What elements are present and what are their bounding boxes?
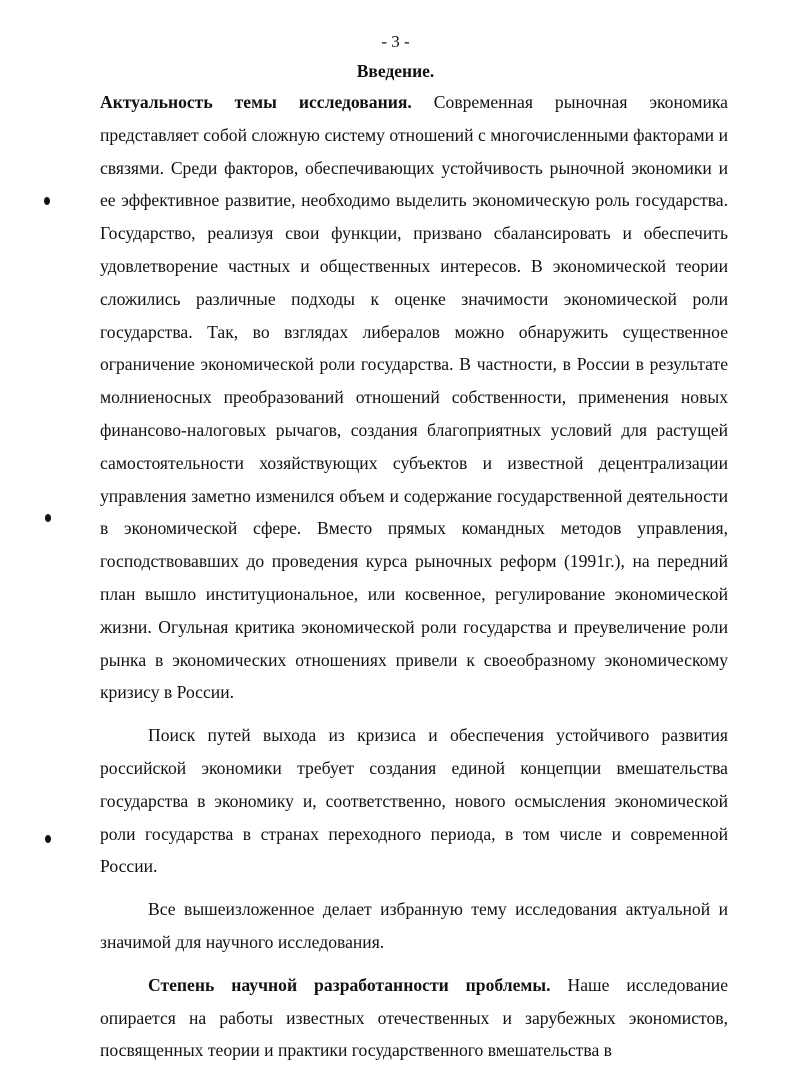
- paragraph-research-degree: [100, 969, 728, 1067]
- binding-hole-mark: [45, 514, 51, 522]
- binding-hole-mark: [44, 197, 50, 205]
- page-number: - 3 -: [381, 32, 410, 51]
- binding-hole-mark: [45, 835, 51, 843]
- paragraph-lead: Степень научной разработанности проблемы.: [148, 974, 551, 995]
- paragraph-text: Современная рыночная экономика представляет собой сложную систему отношений с многочисленными факторами и связями. Среди факторов, обеспечивающих устойчивость рыночной экономики и ее эффективное развитие, необходимо выделить экономическую роль государства. Государство, реализуя свои функции, призвано сбалансировать и обеспечить удовлетворение частных и общественных интересов. В экономической теории сложились различные подходы к оценке значимости экономической роли государства. Так, во взглядах либералов можно обнаружить существенное ограничение экономической роли государства. В частности, в России в результате молниеносных преобразований отношений собственности, применения новых финансово-налоговых рычагов, создания благоприятных условий для растущей самостоятельности хозяйствующих субъектов и известной децентрализации управления заметно изменился объем и содержание государственной деятельности в экономической сфере. Вместо прямых командных методов управления, господствовавших до проведения курса рыночных реформ (1991г.), на передний план вышло институциональное, или косвенное, регулирование экономической жизни. Огульная критика экономической роли государства и преувеличение роли рынка в экономических отношениях привели к своеобразному экономическому кризису в России.: [100, 92, 728, 703]
- section-heading: Введение.: [356, 61, 435, 81]
- paragraph-relevance: [100, 86, 728, 709]
- paragraph-conclusion: [100, 893, 728, 959]
- paragraph-text: Все вышеизложенное делает избранную тему исследования актуальной и значимой для научного исследования.: [100, 899, 728, 952]
- paragraph-crisis: [100, 719, 728, 883]
- document-body: [100, 86, 728, 1067]
- paragraph-lead: Актуальность темы исследования.: [100, 92, 412, 112]
- paragraph-text: Поиск путей выхода из кризиса и обеспечения устойчивого развития российской экономики требует создания единой концепции вмешательства государства в экономику и, соответственно, нового осмысления экономической роли государства в странах переходного периода, в том числе и современной России.: [100, 725, 728, 877]
- paragraph-text: Наше исследование опирается на работы известных отечественных и зарубежных экономистов, посвященных теории и практики государственного вмешательства в: [100, 974, 728, 1061]
